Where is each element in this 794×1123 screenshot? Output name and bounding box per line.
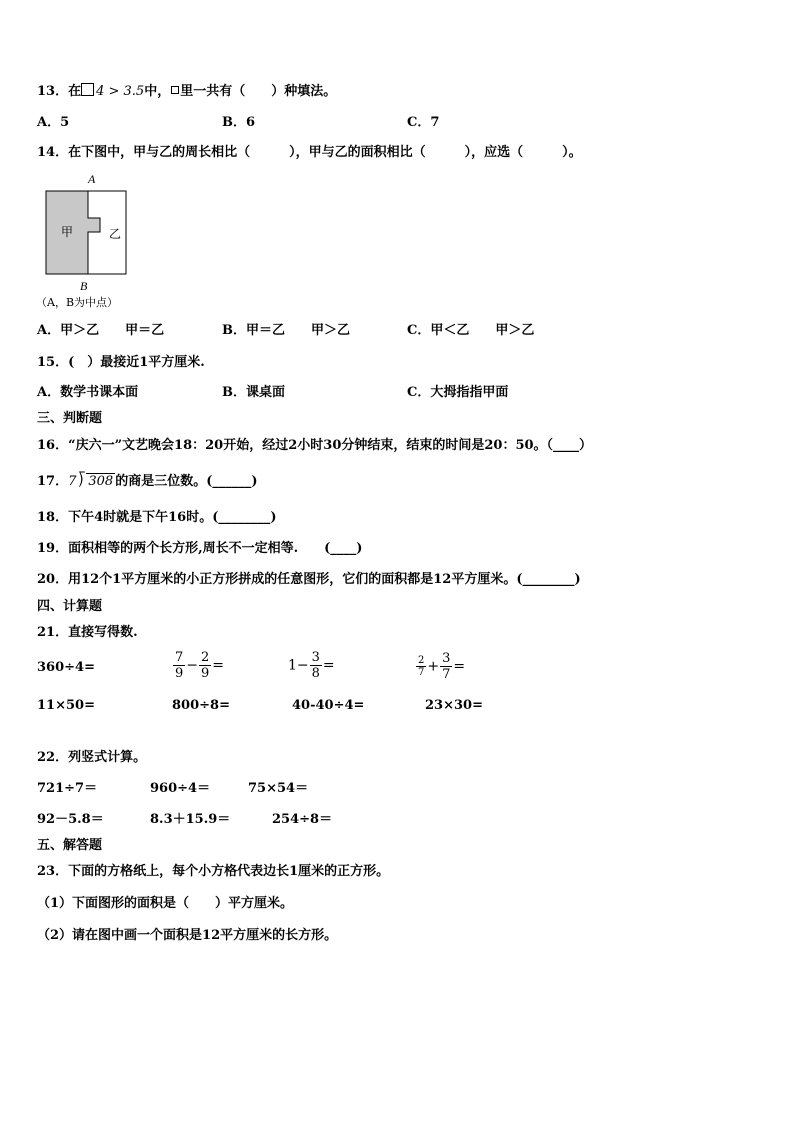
section-3-heading: 三、判断题 [37, 411, 103, 426]
question-22-title: 22．列竖式计算。 [37, 750, 147, 765]
q14-option-c: C．甲＜乙 甲＞乙 [407, 323, 535, 338]
question-18: 18．下午4时就是下午16时。(________) [37, 510, 277, 525]
q13-option-b: B．6 [222, 115, 256, 130]
question-16: 16．“庆六一”文艺晚会18：20开始，经过2小时30分钟结束，结束的时间是20：50。（____） [37, 438, 593, 453]
dividend: 308 [88, 474, 114, 489]
q15-option-c: C．大拇指指甲面 [407, 385, 509, 400]
divisor: 7 [68, 474, 77, 489]
long-division-icon: ⟌ 308 [78, 471, 114, 490]
calc-21-g: 40-40÷4= [292, 698, 365, 713]
q15-option-a: A．数学书课本面 [37, 385, 139, 400]
calc-22-f: 254÷8＝ [272, 812, 333, 827]
q14-option-b: B．甲＝乙 甲＞乙 [222, 323, 350, 338]
calc-21-f: 800÷8= [172, 698, 230, 713]
calc-22-e: 8.3＋15.9＝ [150, 812, 231, 827]
q15-option-b: B．课桌面 [222, 385, 285, 400]
question-19: 19．面积相等的两个长方形,周长不一定相等. (____) [37, 541, 363, 556]
question-14: 14．在下图中，甲与乙的周长相比（ ），甲与乙的面积相比（ ），应选（ ）。 [37, 145, 582, 160]
calc-21-d: $\frac{2}{7}$ + $\frac{3}{7}$ = [418, 651, 466, 682]
question-23-2: （2）请在图中画一个面积是12平方厘米的长方形。 [37, 928, 338, 943]
label-yi: 乙 [109, 227, 122, 241]
figure-caption: （A，B为中点） [36, 296, 119, 309]
label-a: A [88, 172, 96, 186]
q14-figure [30, 168, 170, 318]
section-5-heading: 五、解答题 [37, 838, 103, 853]
question-20: 20．用12个1平方厘米的小正方形拼成的任意图形，它们的面积都是12平方厘米。(________) [37, 572, 581, 587]
calc-21-h: 23×30= [425, 698, 483, 713]
calc-22-b: 960÷4＝ [150, 781, 211, 796]
question-21-title: 21．直接写得数. [37, 625, 138, 640]
q14-option-a: A．甲＞乙 甲＝乙 [37, 323, 165, 338]
calc-22-a: 721÷7＝ [37, 781, 98, 796]
q13-option-a: A．5 [37, 115, 70, 130]
calc-22-d: 92－5.8＝ [37, 812, 104, 827]
small-box-icon [171, 86, 179, 94]
question-15: 15．( ）最接近1平方厘米. [37, 355, 205, 370]
section-4-heading: 四、计算题 [37, 599, 103, 614]
calc-21-e: 11×50= [37, 698, 95, 713]
question-23-1: （1）下面图形的面积是（ ）平方厘米。 [37, 896, 294, 911]
inequality: 4 > 3.5 [96, 84, 145, 99]
calc-21-c: 1− $\frac{3}{8}$ = [288, 650, 335, 681]
label-jia: 甲 [61, 225, 74, 239]
label-b: B [80, 279, 88, 293]
question-17: 17．7 ⟌ 308 的商是三位数。(______) [37, 471, 258, 490]
question-13: 13．在 4 > 3.5中， 里一共有（ ）种填法。 [37, 84, 337, 99]
q13-option-c: C．7 [407, 115, 440, 130]
blank-box-icon [81, 83, 94, 96]
calc-21-a: 360÷4= [37, 660, 95, 675]
calc-22-c: 75×54＝ [248, 781, 309, 796]
calc-21-b: $\frac{7}{9}$ − $\frac{2}{9}$ = [175, 650, 225, 681]
question-23: 23．下面的方格纸上，每个小方格代表边长1厘米的正方形。 [37, 864, 390, 879]
